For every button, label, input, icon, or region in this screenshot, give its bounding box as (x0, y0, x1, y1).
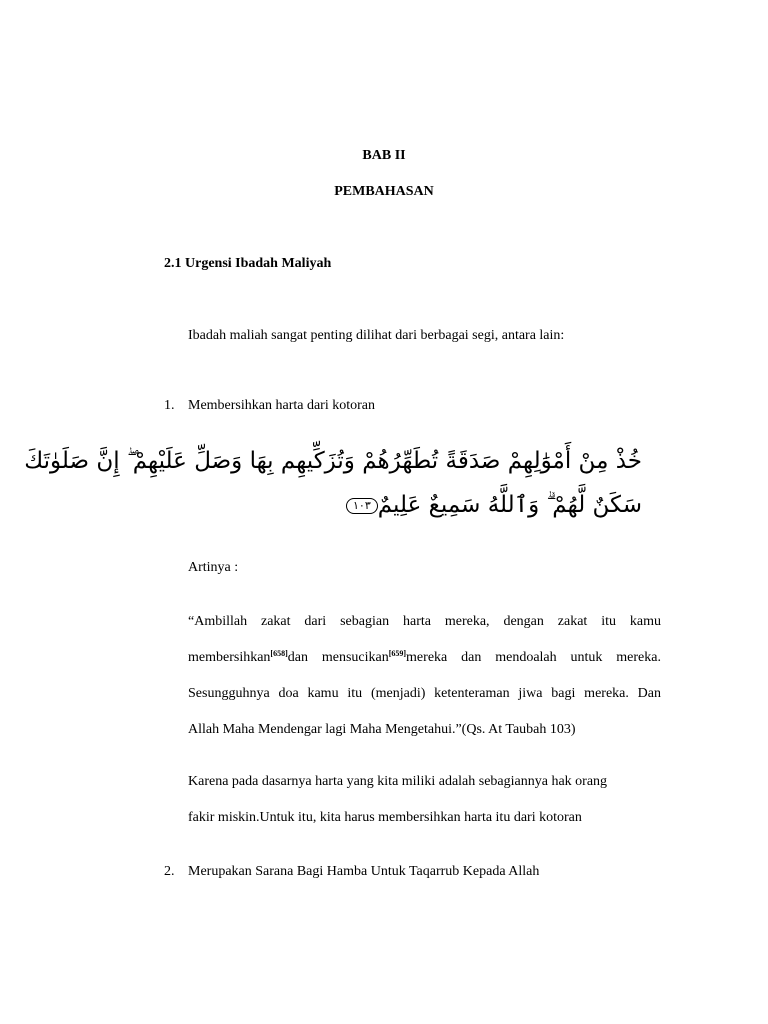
translation-text-c: mereka dan mendoalah untuk mereka. (406, 650, 661, 665)
chapter-title: PEMBAHASAN (334, 184, 434, 199)
intro-paragraph: Ibadah maliah sangat penting dilihat dari berbagai segi, antara lain: (188, 328, 565, 343)
translation-line-3: Sesungguhnya doa kamu itu (menjadi) ketenteraman jiwa bagi mereka. Dan (188, 686, 661, 701)
translation-line-2 (188, 650, 661, 666)
explanation-line-2: fakir miskin.Untuk itu, kita harus membersihkan harta itu dari kotoran (188, 810, 582, 825)
translation-text-b: dan mensucikan (287, 650, 389, 665)
footnote-ref-658: [658] (270, 649, 288, 658)
translation-text-a: membersihkan (188, 650, 271, 665)
chapter-heading: BAB II (362, 148, 406, 163)
footnote-ref-659: [659] (388, 649, 407, 658)
explanation-line-1: Karena pada dasarnya harta yang kita miliki adalah sebagiannya hak orang (188, 774, 608, 789)
translation-line-4: Allah Maha Mendengar lagi Maha Mengetahui.”(Qs. At Taubah 103) (188, 722, 576, 737)
artinya-label: Artinya : (188, 560, 239, 575)
ayah-number-mark: ١٠٣ (346, 498, 378, 514)
arabic-verse-line-2 (342, 490, 642, 520)
arabic-verse-text: سَكَنٌ لَّهُمْ ۗ وَٱللَّهُ سَمِيعٌ عَلِيمٌ (377, 492, 642, 518)
translation-line-1: “Ambillah zakat dari sebagian harta mereka, dengan zakat itu kamu (188, 614, 661, 629)
section-title: 2.1 Urgensi Ibadah Maliyah (164, 256, 332, 271)
list-item-2-title: Merupakan Sarana Bagi Hamba Untuk Taqarrub Kepada Allah (188, 864, 540, 879)
list-number-2: 2. (164, 864, 175, 879)
list-number-1: 1. (164, 398, 175, 413)
arabic-verse-line-1: خُذْ مِنْ أَمْوَٰلِهِمْ صَدَقَةً تُطَهِّرُهُمْ وَتُزَكِّيهِم بِهَا وَصَلِّ عَلَيْهِمْ ۖ إِنَّ صَلَوٰتَكَ (24, 448, 642, 474)
list-item-1-title: Membersihkan harta dari kotoran (188, 398, 375, 413)
